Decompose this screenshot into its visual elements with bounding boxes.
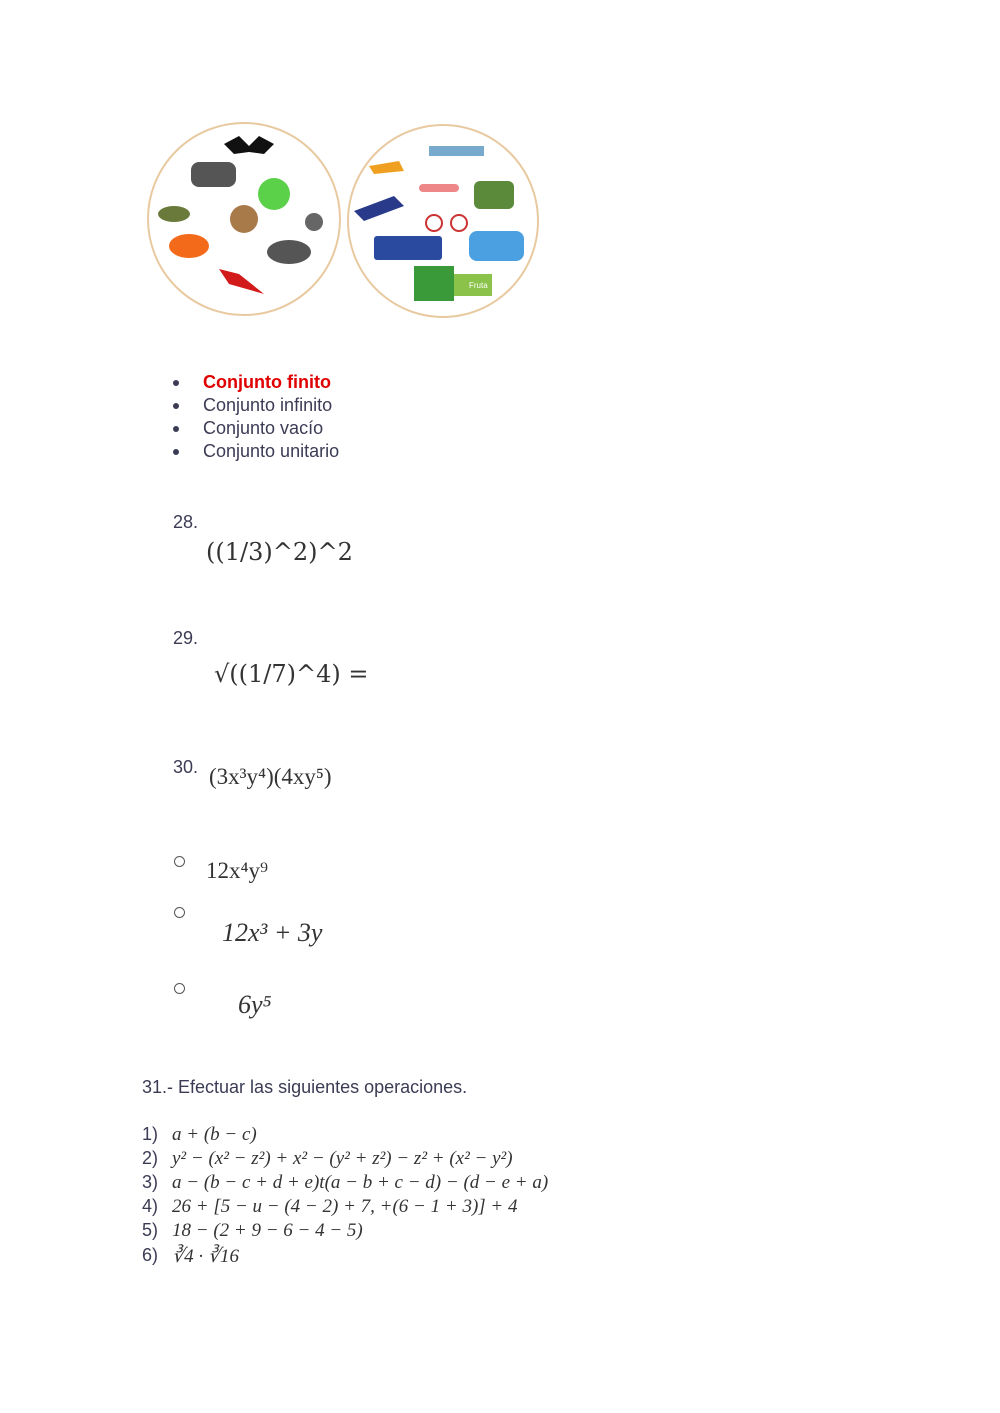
operation-6 <box>142 1245 239 1267</box>
option-infinite-set[interactable]: Conjunto infinito <box>203 395 333 415</box>
operation-number: 2) <box>142 1148 159 1168</box>
option-finite-set[interactable]: Conjunto finito <box>203 372 331 392</box>
operation-number: 4) <box>142 1196 159 1216</box>
question-29-number: 29. <box>173 628 199 648</box>
operation-number: 1) <box>142 1124 159 1144</box>
operation-number: 6) <box>142 1245 159 1265</box>
operation-2 <box>142 1148 513 1169</box>
answer-radio-1[interactable] <box>174 856 185 867</box>
operation-3 <box>142 1172 549 1193</box>
operation-1 <box>142 1124 257 1145</box>
option-unit-set[interactable]: Conjunto unitario <box>203 441 340 461</box>
vehicles-illustration <box>349 126 537 316</box>
question-30-expression: (3x³y⁴)(4xy⁵) <box>209 764 332 789</box>
operation-5 <box>142 1220 363 1241</box>
answer-radio-3[interactable] <box>174 983 185 994</box>
operation-expression: 26 + [5 − u − (4 − 2) + 7, +(6 − 1 + 3)] + 4 <box>172 1196 518 1217</box>
vehicles-circle-image <box>347 124 539 318</box>
operation-expression: a − (b − c + d + e)t(a − b + c − d) − (d − e + a) <box>172 1172 549 1193</box>
answer-2-expression: 12x³ + 3y <box>222 918 323 947</box>
operation-number: 3) <box>142 1172 159 1192</box>
operation-expression: ∛4 · ∛16 <box>172 1246 239 1267</box>
option-empty-set[interactable]: Conjunto vacío <box>203 418 324 438</box>
answer-3-expression: 6y⁵ <box>238 990 272 1019</box>
operation-number: 5) <box>142 1220 159 1240</box>
question-29-expression: √((1/7)^4) = <box>214 660 369 688</box>
answer-radio-2[interactable] <box>174 907 185 918</box>
operation-4 <box>142 1196 518 1217</box>
question-30-number: 30. <box>173 757 199 777</box>
animals-circle-image <box>147 122 341 316</box>
answer-1-expression: 12x⁴y⁹ <box>206 858 269 883</box>
operation-expression: y² − (x² − z²) + x² − (y² + z²) − z² + (x² − y²) <box>172 1148 513 1169</box>
question-31-title: 31.- Efectuar las siguientes operaciones. <box>142 1077 468 1097</box>
question-28-expression: ((1/3)^2)^2 <box>206 538 353 566</box>
question-28-number: 28. <box>173 512 199 532</box>
animals-illustration <box>149 124 339 314</box>
operation-expression: 18 − (2 + 9 − 6 − 4 − 5) <box>172 1220 363 1241</box>
truck-sign-text: Fruta <box>469 281 488 290</box>
operation-expression: a + (b − c) <box>172 1124 257 1145</box>
